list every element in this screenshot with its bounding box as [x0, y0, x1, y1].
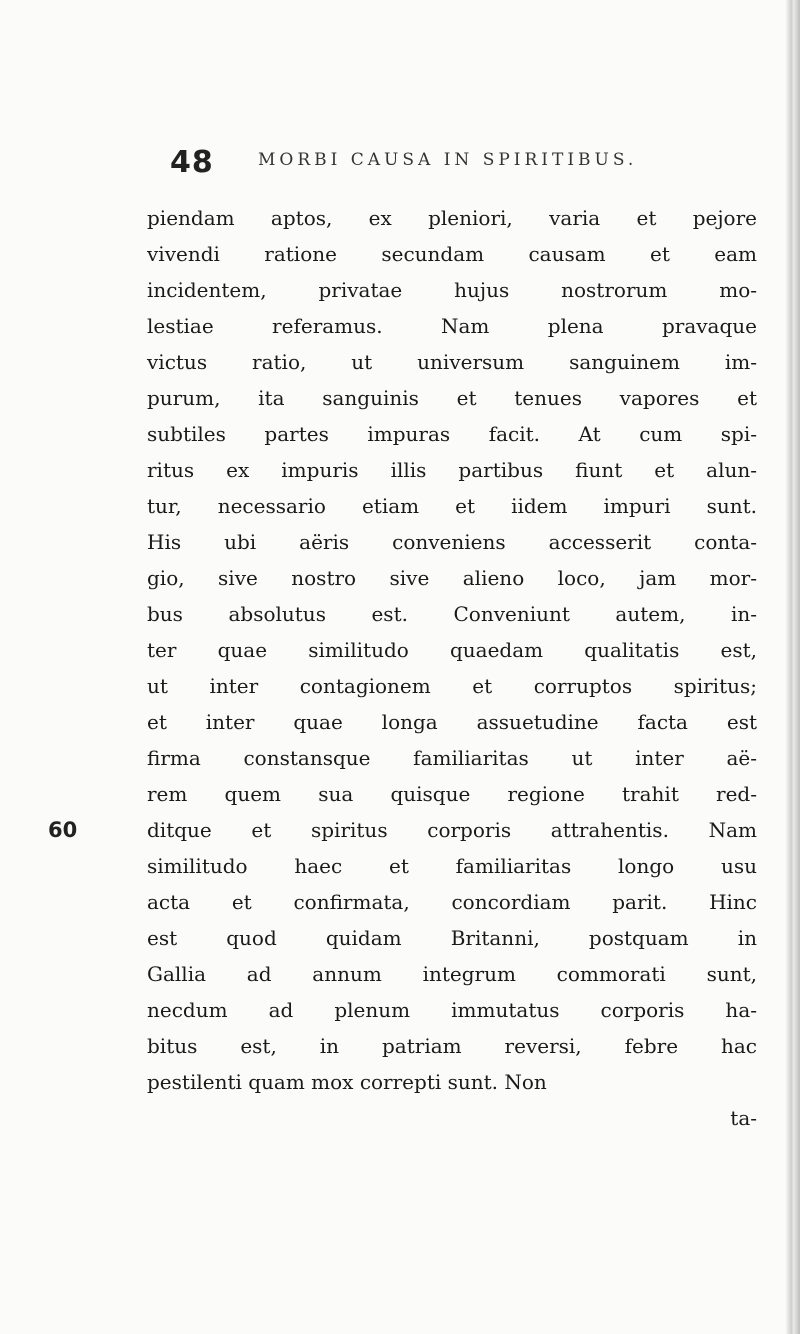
text-line: victus ratio, ut universum sanguinem im-	[147, 350, 757, 374]
text-line: bus absolutus est. Conveniunt autem, in-	[147, 602, 757, 626]
text-line: ditque et spiritus corporis attrahentis. Nam	[147, 818, 757, 842]
text-line: purum, ita sanguinis et tenues vapores et	[147, 386, 757, 410]
text-line: similitudo haec et familiaritas longo usu	[147, 854, 757, 878]
text-line: subtiles partes impuras facit. At cum spi-	[147, 422, 757, 446]
text-line: est quod quidam Britanni, postquam in	[147, 926, 757, 950]
page-edge-shadow	[786, 0, 800, 1334]
text-line: et inter quae longa assuetudine facta est	[147, 710, 757, 734]
text-line: incidentem, privatae hujus nostrorum mo-	[147, 278, 757, 302]
text-line: necdum ad plenum immutatus corporis ha-	[147, 998, 757, 1022]
text-line: piendam aptos, ex pleniori, varia et pejore	[147, 206, 757, 230]
text-line: acta et confirmata, concordiam parit. Hinc	[147, 890, 757, 914]
margin-line-number: 60	[48, 818, 78, 842]
text-line: bitus est, in patriam reversi, febre hac	[147, 1034, 757, 1058]
text-line: tur, necessario etiam et iidem impuri sunt.	[147, 494, 757, 518]
text-line: ter quae similitudo quaedam qualitatis est,	[147, 638, 757, 662]
text-line: pestilenti quam mox correpti sunt. Non	[147, 1070, 547, 1094]
text-line: ut inter contagionem et corruptos spiritus;	[147, 674, 757, 698]
catchword: ta-	[730, 1106, 757, 1130]
running-head: MORBI CAUSA IN SPIRITIBUS.	[258, 150, 638, 170]
page-number: 48	[170, 145, 214, 180]
text-line: His ubi aëris conveniens accesserit conta-	[147, 530, 757, 554]
text-line: vivendi ratione secundam causam et eam	[147, 242, 757, 266]
text-line: gio, sive nostro sive alieno loco, jam mor-	[147, 566, 757, 590]
text-line: Gallia ad annum integrum commorati sunt,	[147, 962, 757, 986]
page-header	[158, 140, 718, 180]
text-line: lestiae referamus. Nam plena pravaque	[147, 314, 757, 338]
text-line: ritus ex impuris illis partibus fiunt et alun-	[147, 458, 757, 482]
text-line: firma constansque familiaritas ut inter aë-	[147, 746, 757, 770]
body-text	[147, 200, 757, 1136]
text-line: rem quem sua quisque regione trahit red-	[147, 782, 757, 806]
